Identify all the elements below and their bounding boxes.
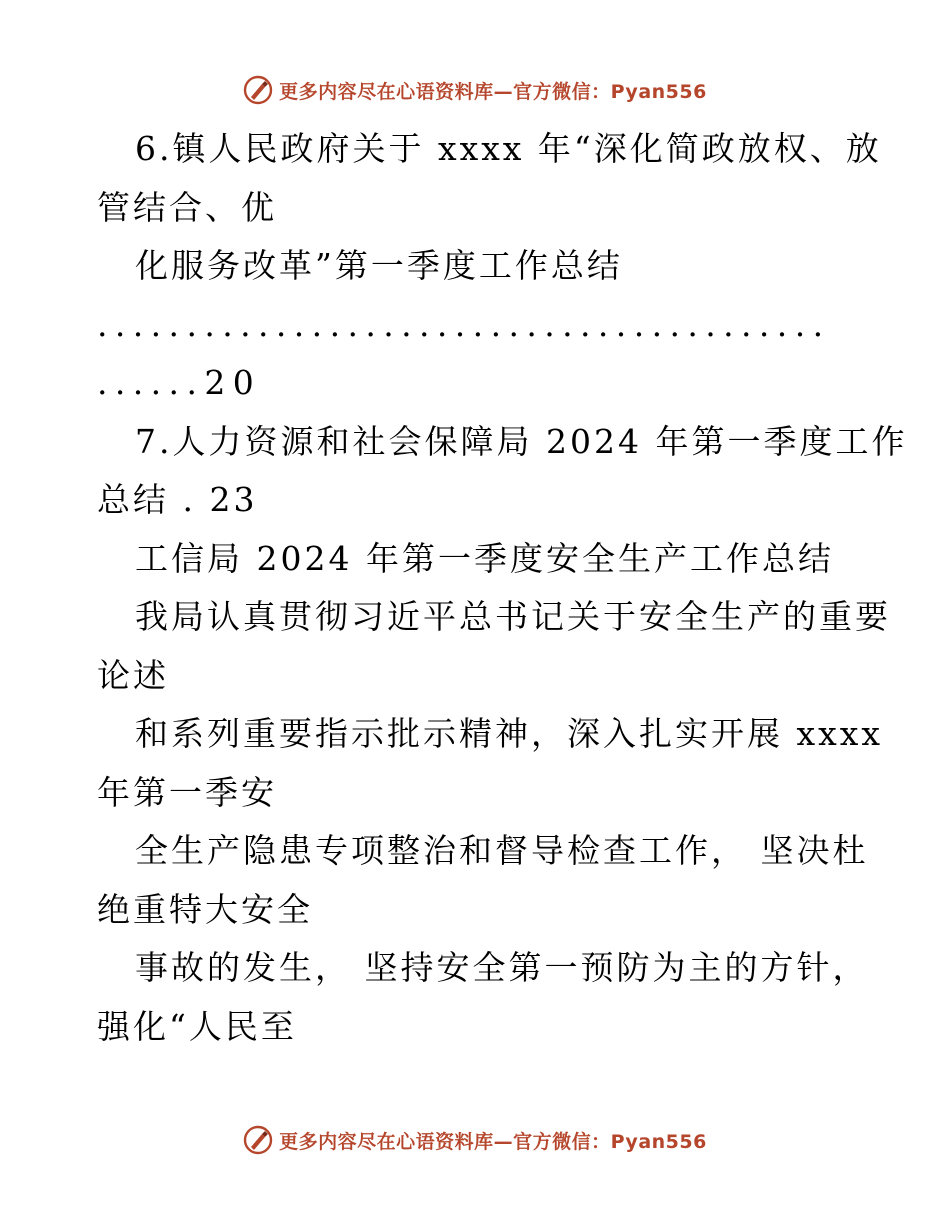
toc-leader-dots: ......................................... (97, 304, 831, 344)
text-line: 和系列重要指示批示精神，深入扎实开展 xxxx (135, 714, 883, 753)
toc-leader-page-number: ......20 (97, 363, 262, 402)
pen-logo-icon (243, 1125, 273, 1155)
text-line: 年第一季安 (97, 772, 277, 812)
text-line: 化服务改革”第一季度工作总结 (135, 246, 623, 285)
document-title: 工信局 2024 年第一季度安全生产工作总结 (135, 538, 834, 578)
document-body (97, 120, 908, 1056)
text-line: 总结 . 23 (97, 480, 258, 519)
text-line: 6.镇人民政府关于 xxxx 年“深化简政放权、放 (135, 129, 882, 168)
text-line: 论述 (97, 655, 169, 695)
watermark-text: 更多内容尽在心语资料库—官方微信：Pyan556 (279, 1130, 707, 1153)
text-line: 管结合、优 (97, 187, 277, 227)
header-watermark (0, 72, 950, 108)
footer-watermark (0, 1122, 950, 1158)
watermark-text: 更多内容尽在心语资料库—官方微信：Pyan556 (279, 80, 707, 103)
text-line: 全生产隐患专项整治和督导检查工作， 坚决杜 (135, 831, 869, 870)
text-line: 我局认真贯彻习近平总书记关于安全生产的重要 (135, 597, 891, 636)
text-line: 绝重特大安全 (97, 889, 313, 929)
text-line: 7.人力资源和社会保障局 2024 年第一季度工作 (135, 421, 908, 461)
text-line: 事故的发生， 坚持安全第一预防为主的方针， (135, 948, 869, 987)
text-line: 强化“人民至 (97, 1006, 297, 1046)
pen-logo-icon (243, 75, 273, 105)
